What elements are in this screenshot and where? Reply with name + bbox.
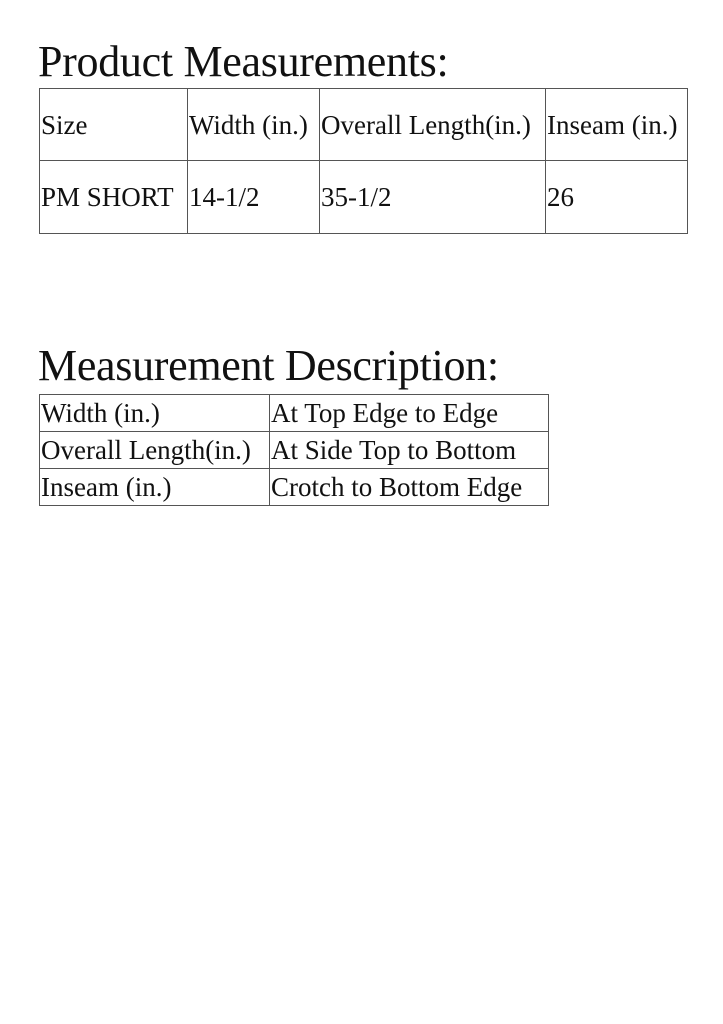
desc-definition: Crotch to Bottom Edge [270,469,549,506]
header-overall-length: Overall Length(in.) [320,89,546,161]
cell-size: PM SHORT [40,161,188,234]
measurement-description-table [39,394,549,506]
product-measurements-title: Product Measurements: [38,37,449,86]
table-row [40,161,688,234]
cell-overall-length: 35-1/2 [320,161,546,234]
cell-inseam: 26 [546,161,688,234]
table-row [40,469,549,506]
desc-term: Overall Length(in.) [40,432,270,469]
header-size: Size [40,89,188,161]
header-width: Width (in.) [188,89,320,161]
table-header-row [40,89,688,161]
cell-width: 14-1/2 [188,161,320,234]
table-row [40,432,549,469]
desc-definition: At Top Edge to Edge [270,395,549,432]
desc-definition: At Side Top to Bottom [270,432,549,469]
table-row [40,395,549,432]
product-measurements-table [39,88,688,234]
desc-term: Width (in.) [40,395,270,432]
measurement-description-title: Measurement Description: [38,341,499,390]
desc-term: Inseam (in.) [40,469,270,506]
header-inseam: Inseam (in.) [546,89,688,161]
